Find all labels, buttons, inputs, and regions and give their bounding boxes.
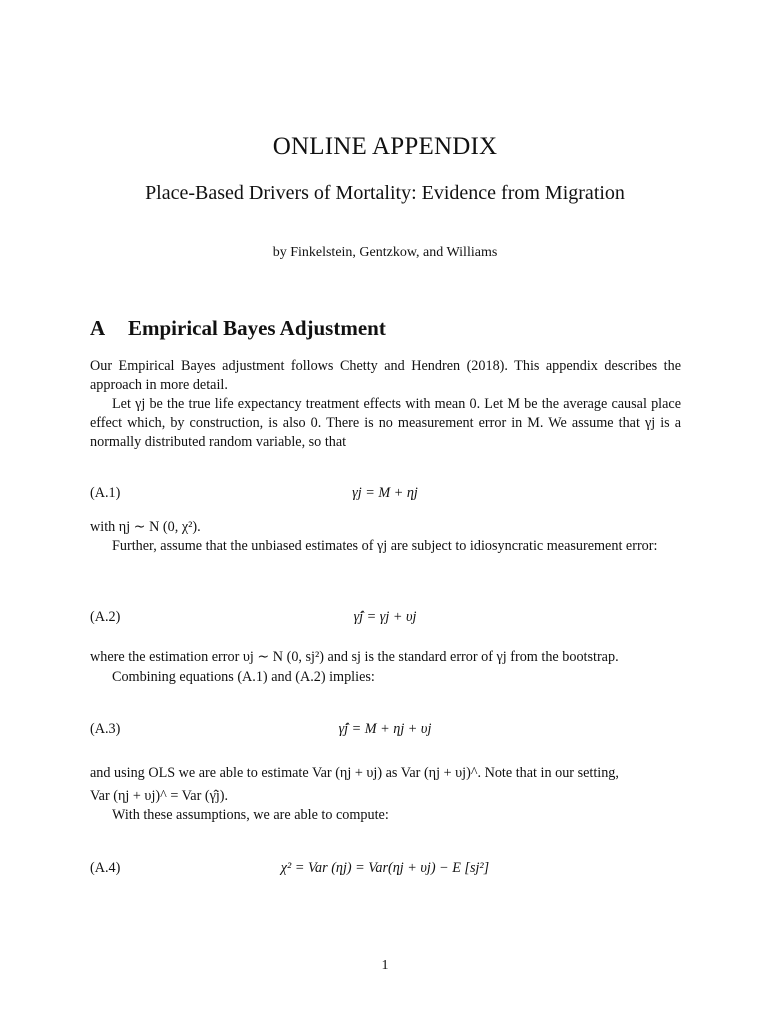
equation-a3-expr: γ̂j = M + ηj + υj bbox=[338, 721, 432, 737]
page-number: 1 bbox=[381, 958, 389, 973]
equation-a2 bbox=[0, 609, 770, 626]
equation-a3 bbox=[0, 721, 770, 738]
section-heading bbox=[90, 316, 386, 341]
paragraph-combining: Combining equations (A.1) and (A.2) implies: bbox=[112, 669, 375, 685]
equation-a4 bbox=[0, 860, 770, 877]
equation-a1-expr: γj = M + ηj bbox=[352, 485, 418, 501]
paragraph-intro: Our Empirical Bayes adjustment follows Chetty and Hendren (2018). This appendix describes the approach in more detail. bbox=[90, 358, 681, 393]
equation-label-a4: (A.4) bbox=[90, 860, 121, 876]
equation-label-a3: (A.3) bbox=[90, 721, 121, 737]
equation-label-a1: (A.1) bbox=[90, 485, 121, 501]
equation-a1 bbox=[0, 485, 770, 502]
section-number: A bbox=[90, 316, 106, 340]
equation-a2-expr: γ̂j = γj + υj bbox=[353, 609, 417, 625]
paragraph-ols: and using OLS we are able to estimate Var (ηj + υj) as Var (ηj + υj)^. Note that in our setting, bbox=[90, 765, 619, 781]
paragraph-eta-distribution: with ηj ∼ N (0, χ²). bbox=[90, 519, 201, 535]
paragraph-assumptions: Let γj be the true life expectancy treatment effects with mean 0. Let M be the average causal place effect which, by construction, is also 0. There is no measurement error in M. We assume that γj is a normally distributed random variable, so that bbox=[90, 396, 681, 450]
equation-a4-expr: χ² = Var (ηj) = Var(ηj + υj) − E [sj²] bbox=[280, 860, 490, 876]
paragraph-setting: Var (ηj + υj)^ = Var (γ̂j). bbox=[90, 788, 229, 804]
paper-subtitle: Place-Based Drivers of Mortality: Evidence from Migration bbox=[145, 182, 625, 204]
section-title: Empirical Bayes Adjustment bbox=[128, 316, 386, 340]
paragraph-estimation-error: where the estimation error υj ∼ N (0, sj²) and sj is the standard error of γj from the bootstrap. bbox=[90, 649, 619, 665]
equation-label-a2: (A.2) bbox=[90, 609, 121, 625]
appendix-title: ONLINE APPENDIX bbox=[272, 133, 498, 160]
authors-line: by Finkelstein, Gentzkow, and Williams bbox=[272, 245, 498, 260]
paragraph-measurement-error: Further, assume that the unbiased estimates of γj are subject to idiosyncratic measurement error: bbox=[112, 538, 658, 554]
paragraph-compute: With these assumptions, we are able to compute: bbox=[112, 807, 389, 823]
